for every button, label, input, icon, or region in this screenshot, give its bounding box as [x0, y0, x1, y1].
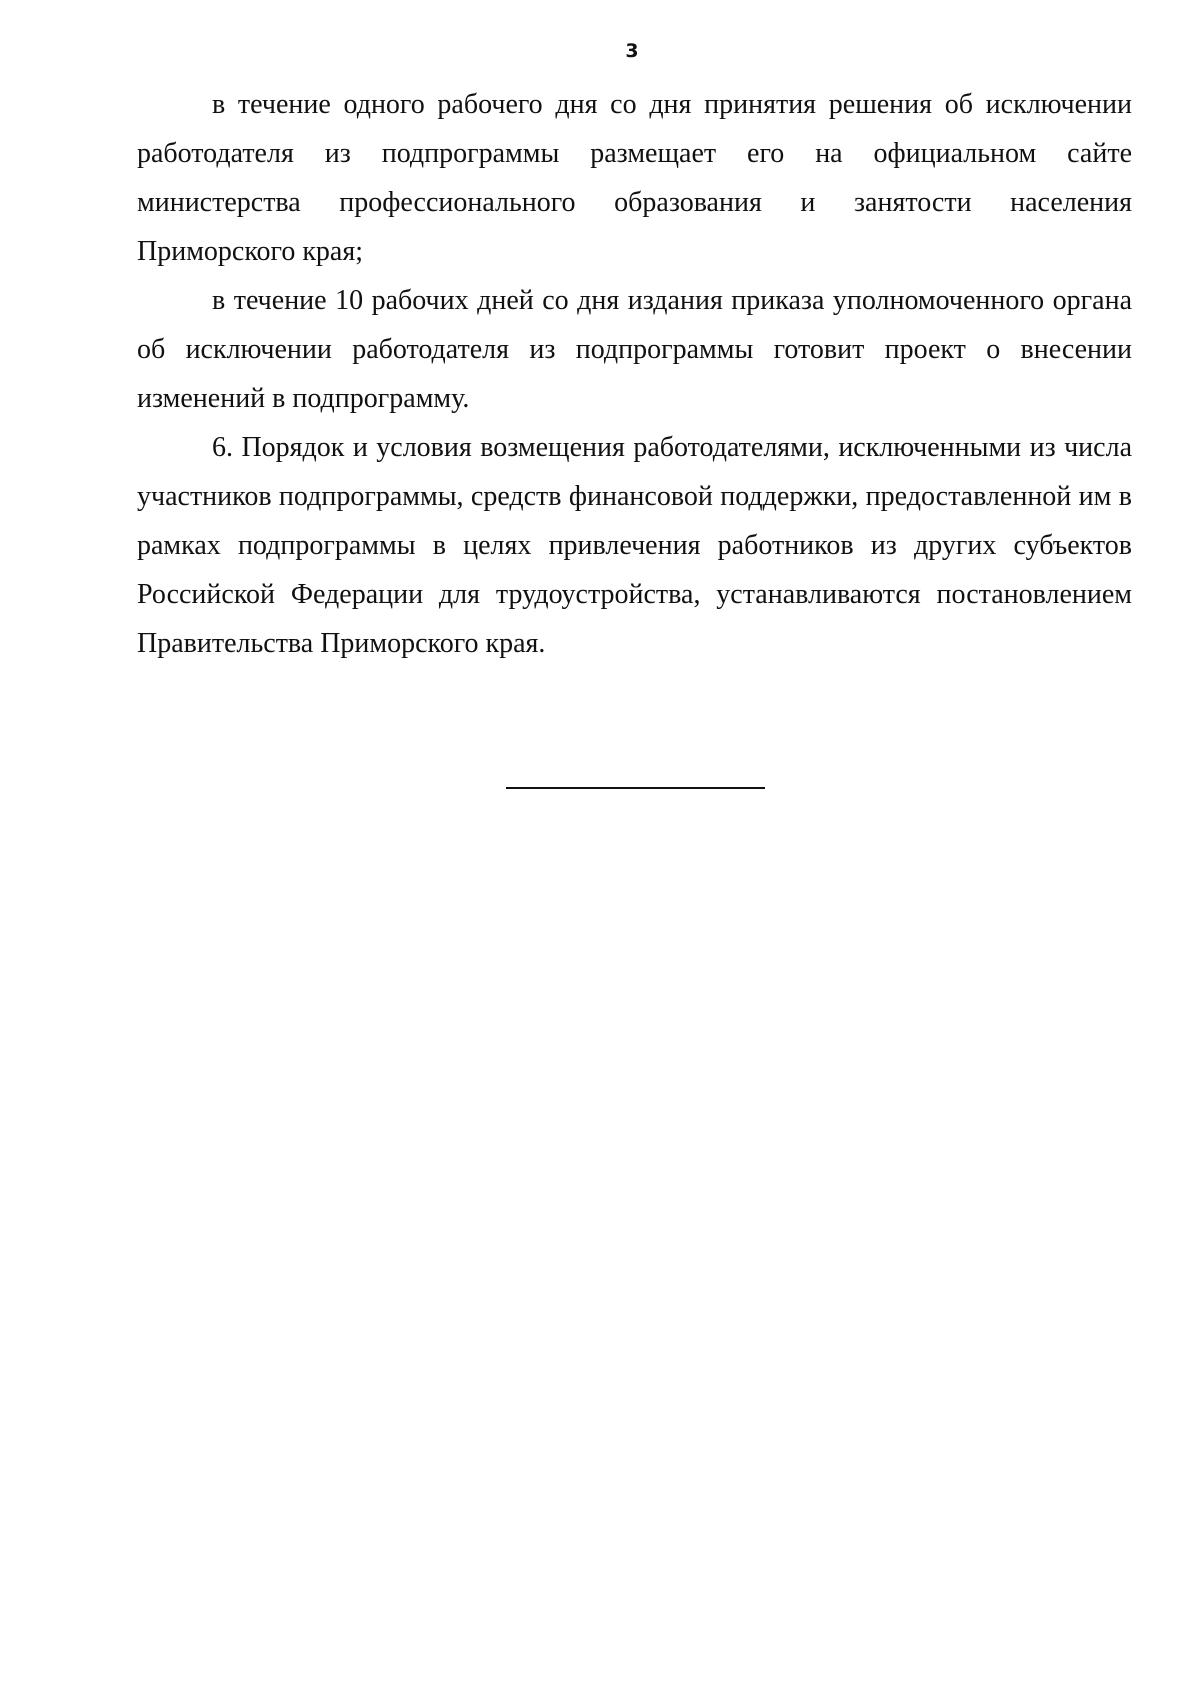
end-of-document-separator [506, 787, 765, 789]
document-body [137, 80, 1132, 668]
paragraph-reimbursement-procedure: 6. Порядок и условия возмещения работодателями, исключенными из числа участников подпрограммы, средств финансовой поддержки, предоставленной им в рамках подпрограммы в целях привлечения работников из других субъектов Российской Федерации для трудоустройства, устанавливаются постановлением Правительства Приморского края. [137, 432, 1132, 659]
paragraph-publish-exclusion: в течение одного рабочего дня со дня принятия решения об исключении работодателя из подпрограммы размещает его на официальном сайте министерства профессионального образования и занятости населения Приморского края; [137, 89, 1132, 267]
paragraph-prepare-amendments: в течение 10 рабочих дней со дня издания приказа уполномоченного органа об исключении работодателя из подпрограммы готовит проект о внесении изменений в подпрограмму. [137, 285, 1132, 414]
page-number: 3 [625, 40, 639, 62]
